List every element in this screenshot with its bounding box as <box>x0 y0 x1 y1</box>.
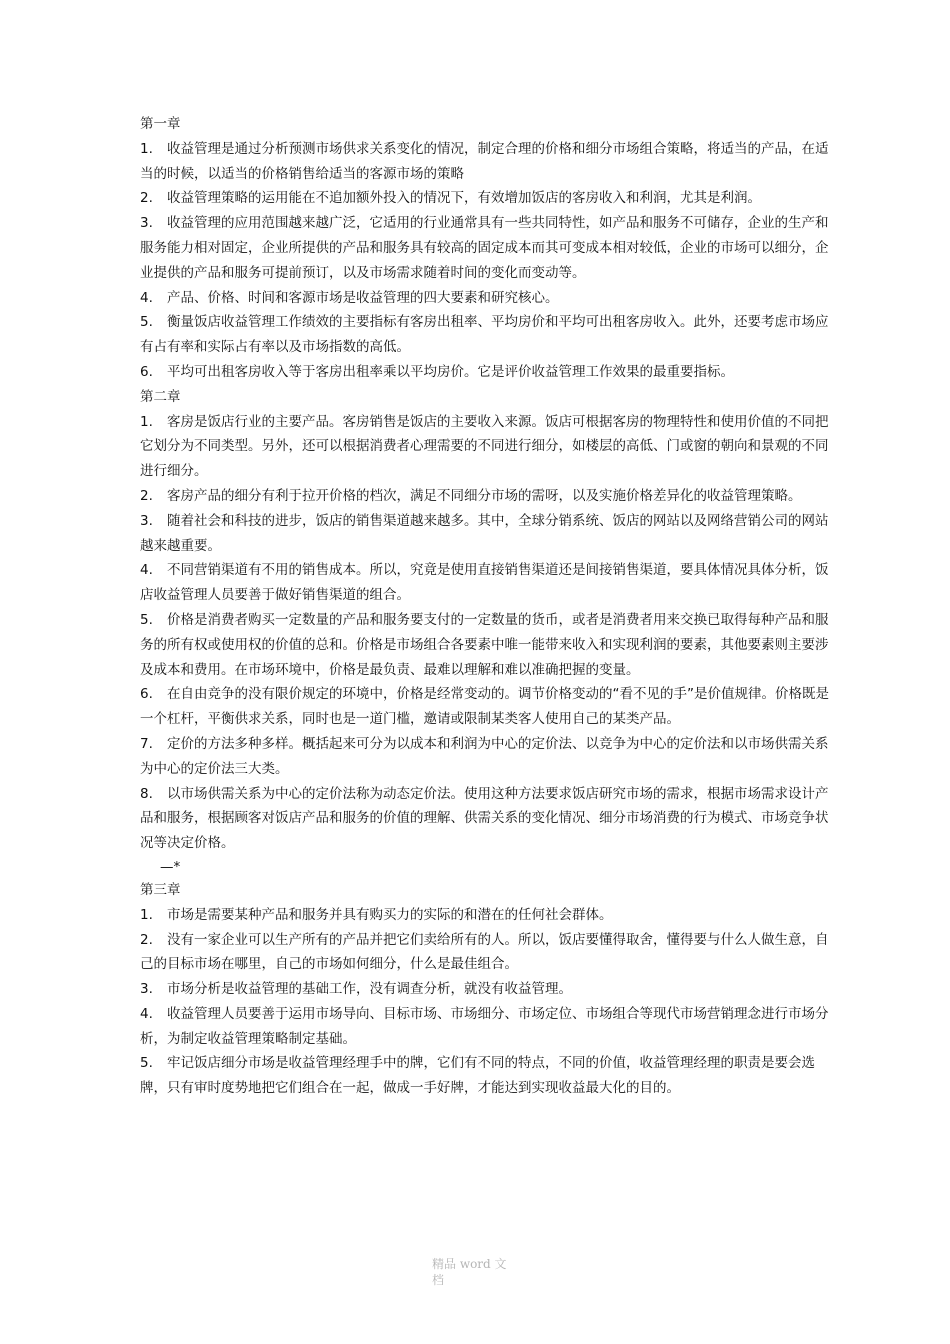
item-number: 1. <box>140 140 153 157</box>
item-number: 2. <box>140 190 153 207</box>
chapter-3-heading: 第三章 <box>140 881 181 898</box>
item-number: 6. <box>140 686 153 703</box>
item-text: 平均可出租客房收入等于客房出租率乘以平均房价。它是评价收益管理工作效果的最重要指标。 <box>167 363 734 380</box>
item-number: 2. <box>140 487 153 504</box>
list-item <box>140 558 830 608</box>
item-number: 1. <box>140 906 153 923</box>
list-item <box>140 732 830 782</box>
list-item <box>140 286 830 311</box>
item-number: 5. <box>140 314 153 331</box>
item-number: 2. <box>140 931 153 948</box>
list-item <box>140 928 830 978</box>
list-item <box>140 608 830 682</box>
item-text: 衡量饭店收益管理工作绩效的主要指标有客房出租率、平均房价和平均可出租客房收入。此外，还要考虑市场应有占有率和实际占有率以及市场指数的高低。 <box>140 314 829 356</box>
item-number: 3. <box>140 512 153 529</box>
item-number: 7. <box>140 735 153 752</box>
item-number: 3. <box>140 215 153 232</box>
chapter-1-heading: 第一章 <box>140 116 181 132</box>
item-text: 市场是需要某种产品和服务并具有购买力的实际的和潜在的任何社会群体。 <box>167 906 613 923</box>
list-item <box>140 484 830 509</box>
item-text: 产品、价格、时间和客源市场是收益管理的四大要素和研究核心。 <box>167 289 559 306</box>
list-item <box>140 509 830 559</box>
chapter-1-list <box>140 137 830 385</box>
list-item <box>140 410 830 484</box>
item-number: 3. <box>140 981 153 998</box>
item-text: 客房是饭店行业的主要产品。客房销售是饭店的主要收入来源。饭店可根据客房的物理特性和使用价值的不同把它划分为不同类型。另外，还可以根据消费者心理需要的不同进行细分，如楼层的高低、门或窗的朝向和景观的不同进行细分。 <box>140 413 829 480</box>
item-text: 收益管理的应用范围越来越广泛，它适用的行业通常具有一些共同特性，如产品和服务不可储存，企业的生产和服务能力相对固定，企业所提供的产品和服务具有较高的固定成本而其可变成本相对较低，企业的市场可以细分，企业提供的产品和服务可提前预订，以及市场需求随着时间的变化而变动等。 <box>140 215 829 281</box>
list-item <box>140 186 830 211</box>
list-item <box>140 782 830 856</box>
item-number: 8. <box>140 785 153 802</box>
item-number: 4. <box>140 562 153 579</box>
item-number: 1. <box>140 413 153 430</box>
item-number: 6. <box>140 363 153 380</box>
list-item <box>140 1051 830 1101</box>
list-item <box>140 682 830 732</box>
footer-watermark <box>432 1256 522 1288</box>
item-text: 以市场供需关系为中心的定价法称为动态定价法。使用这种方法要求饭店研究市场的需求，根据市场需求设计产品和服务，根据顾客对饭店产品和服务的价值的理解、供需关系的变化情况、细分市场消费的行为模式、市场竞争状况等决定价格。 <box>140 785 829 852</box>
list-item <box>140 211 830 285</box>
item-number: 4. <box>140 289 153 306</box>
item-text: 客房产品的细分有利于拉开价格的档次，满足不同细分市场的需呀，以及实施价格差异化的收益管理策略。 <box>167 487 802 504</box>
item-text: 不同营销渠道有不用的销售成本。所以，究竟是使用直接销售渠道还是间接销售渠道，要具体情况具体分析，饭店收益管理人员要善于做好销售渠道的组合。 <box>140 562 829 604</box>
list-item <box>140 1002 830 1052</box>
list-item <box>140 310 830 360</box>
chapter-3-list <box>140 903 830 1101</box>
item-text: 随着社会和科技的进步，饭店的销售渠道越来越多。其中，全球分销系统、饭店的网站以及网络营销公司的网站越来越重要。 <box>140 512 829 554</box>
list-item <box>140 977 830 1002</box>
item-text: 收益管理人员要善于运用市场导向、目标市场、市场细分、市场定位、市场组合等现代市场营销理念进行市场分析，为制定收益管理策略制定基础。 <box>140 1005 829 1047</box>
footer-line: 档 <box>432 1273 445 1287</box>
item-number: 5. <box>140 1055 153 1072</box>
item-number: 5. <box>140 611 153 628</box>
list-item <box>140 137 830 187</box>
item-number: 4. <box>140 1005 153 1022</box>
item-text: 在自由竞争的没有限价规定的环境中，价格是经常变动的。调节价格变动的“看不见的手”是价值规律。价格既是一个杠杆，平衡供求关系，同时也是一道门槛，邀请或限制某类客人使用自己的某类产品。 <box>140 686 829 728</box>
item-text: 收益管理是通过分析预测市场供求关系变化的情况，制定合理的价格和细分市场组合策略，将适当的产品，在适当的时候，以适当的价格销售给适当的客源市场的策略 <box>140 140 829 182</box>
list-item <box>140 360 830 385</box>
item-text: 牢记饭店细分市场是收益管理经理手中的牌，它们有不同的特点，不同的价值，收益管理经理的职责是要会选牌，只有审时度势地把它们组合在一起，做成一手好牌，才能达到实现收益最大化的目的。 <box>140 1055 815 1097</box>
chapter-2-list <box>140 410 830 856</box>
page-break-mark: —* <box>160 858 181 875</box>
footer-line: 精品 word 文 <box>432 1257 507 1271</box>
item-text: 收益管理策略的运用能在不追加额外投入的情况下，有效增加饭店的客房收入和利润，尤其是利润。 <box>167 190 761 207</box>
item-text: 没有一家企业可以生产所有的产品并把它们卖给所有的人。所以，饭店要懂得取舍，懂得要与什么人做生意，自己的目标市场在哪里，自己的市场如何细分，什么是最佳组合。 <box>140 931 829 973</box>
document-body <box>140 112 830 1101</box>
list-item <box>140 903 830 928</box>
item-text: 价格是消费者购买一定数量的产品和服务要支付的一定数量的货币，或者是消费者用来交换已取得每种产品和服务的所有权或使用权的价值的总和。价格是市场组合各要素中唯一能带来收入和实现利润的要素，其他要素则主要涉及成本和费用。在市场环境中，价格是最负责、最难以理解和难以准确把握的变量。 <box>140 611 829 678</box>
item-text: 市场分析是收益管理的基础工作，没有调查分析，就没有收益管理。 <box>167 981 572 998</box>
item-text: 定价的方法多种多样。概括起来可分为以成本和利润为中心的定价法、以竞争为中心的定价法和以市场供需关系为中心的定价法三大类。 <box>140 735 829 777</box>
chapter-2-heading: 第二章 <box>140 388 181 405</box>
